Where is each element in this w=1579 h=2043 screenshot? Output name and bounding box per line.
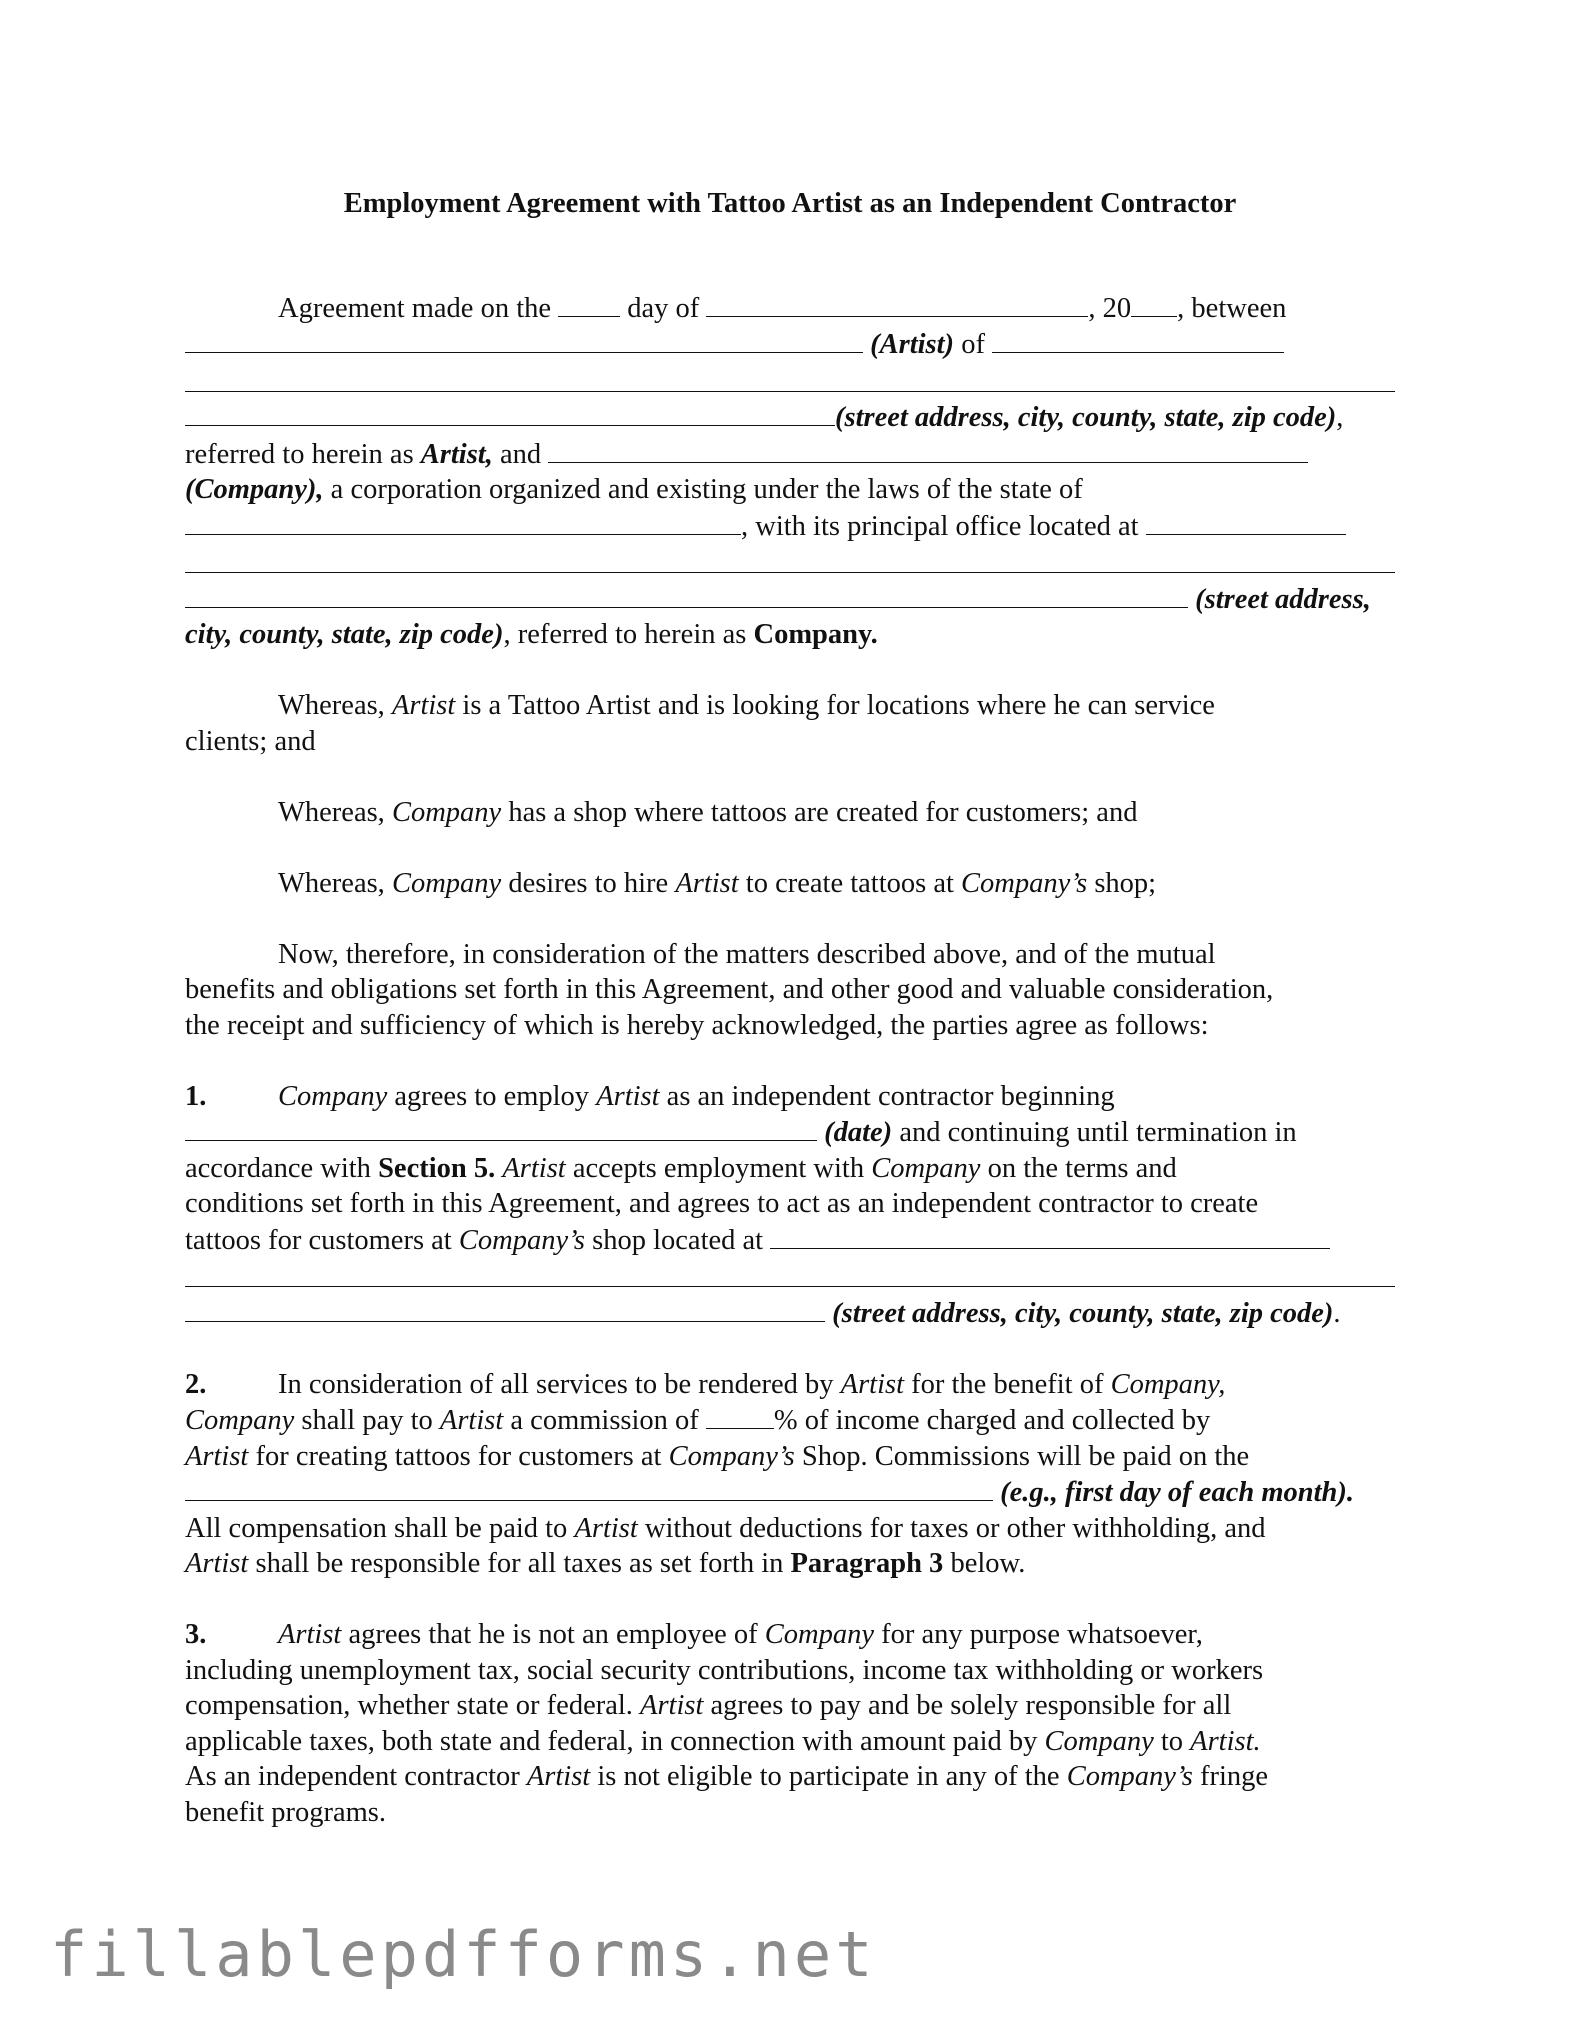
- whereas-clause-3: Whereas, Company desires to hire Artist to create tattoos at Company’s shop;: [278, 867, 1157, 899]
- principal-office-field-3[interactable]: [185, 581, 1188, 608]
- principal-office-field-2[interactable]: [185, 544, 1395, 573]
- whereas-clause-1: Whereas, Artist is a Tattoo Artist and is looking for locations where he can service clients; and: [185, 690, 1215, 757]
- now-therefore-paragraph: Now, therefore, in consideration of the matters described above, and of the mutual benefits and obligations set forth in this Agreement, and other good and valuable consideration, the receipt and sufficiency of which is hereby acknowledged, the parties agree as follows:: [185, 938, 1274, 1041]
- shop-address-field-1[interactable]: [770, 1222, 1330, 1249]
- artist-address-field-2[interactable]: [185, 399, 835, 426]
- section-3: 3. Artist agrees that he is not an employee of Company for any purpose whatsoever, including unemployment tax, social security contributions, income tax withholding or workers compensation, whether state or federal. Artist agrees to pay and be solely responsible for all applicable taxes, both state and federal, in connection with amount paid by Company to Artist. As an independent contractor Artist is not eligible to participate in any of the Company’s fringe benefit programs.: [185, 1619, 1269, 1828]
- month-field[interactable]: [706, 290, 1088, 317]
- year-field[interactable]: [1131, 290, 1177, 317]
- section-number: 1.: [185, 1080, 207, 1112]
- artist-of-field[interactable]: [992, 326, 1284, 353]
- agreement-body: [185, 186, 1395, 1866]
- commission-percent-field[interactable]: [706, 1402, 774, 1429]
- intro-paragraph: Agreement made on the day of , 20 , between (Artist) of (street address, city, county, state, zip code), referred to herein as Artist, and (Company), a corporation organized and existing under the laws of the state of , with its principal office located at (street address, city, county, state, zip code), referred to herein as Company.: [185, 290, 1395, 653]
- section-1: 1. Company agrees to employ Artist as an independent contractor beginning (date) and continuing until termination in accordance with Section 5. Artist accepts employment with Company on the terms and conditions set forth in this Agreement, and agrees to act as an independent contractor to create tattoos for customers at Company’s shop located at (street address, city, county, state, zip code).: [185, 1079, 1395, 1332]
- day-field[interactable]: [558, 290, 620, 317]
- whereas-clause-2: Whereas, Company has a shop where tattoos are created for customers; and: [278, 796, 1138, 828]
- start-date-field[interactable]: [185, 1114, 817, 1141]
- artist-name-field[interactable]: [185, 326, 863, 353]
- page-title: Employment Agreement with Tattoo Artist as an Independent Contractor: [343, 188, 1237, 219]
- shop-address-field-2[interactable]: [185, 1258, 1395, 1287]
- state-field[interactable]: [185, 508, 741, 535]
- watermark-text: fillablepdfforms.net: [50, 1918, 877, 1991]
- company-name-field[interactable]: [548, 436, 1308, 463]
- section-number: 3.: [185, 1619, 207, 1650]
- shop-address-field-3[interactable]: [185, 1295, 825, 1322]
- section-2: 2. In consideration of all services to be rendered by Artist for the benefit of Company, Company shall pay to Artist a commission of % of income charged and collected by Artist for creating tattoos for customers at Company’s Shop. Commissions will be paid on the (e.g., first day of each month). All compensation shall be paid to Artist without deductions for taxes or other withholding, and Artist shall be responsible for all taxes as set forth in Paragraph 3 below.: [185, 1368, 1354, 1579]
- payment-schedule-field[interactable]: [185, 1474, 993, 1501]
- principal-office-field-1[interactable]: [1146, 508, 1346, 535]
- section-number: 2.: [185, 1368, 207, 1400]
- artist-address-field-1[interactable]: [185, 363, 1395, 392]
